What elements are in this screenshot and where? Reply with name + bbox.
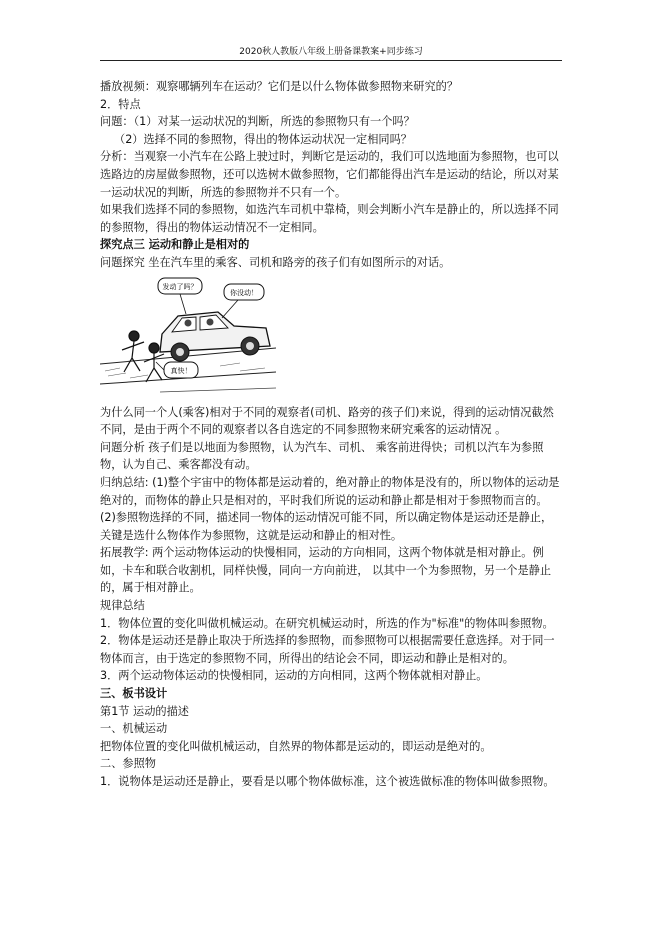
paragraph: 分析：当观察一小汽车在公路上驶过时，判断它是运动的，我们可以选地面为参照物，也可以选路边的房屋做参照物，还可以选树木做参照物，它们都能得出汽车是运动的结论，所以对某一运动状况的判断，所选的参照物并不只有一个。 <box>100 150 559 199</box>
paragraph: 拓展教学: 两个运动物体运动的快慢相同，运动的方向相同，这两个物体就是相对静止。例如，卡车和联合收割机，同样快慢，同向一方向前进， 以其中一个为参照物，另一个是静止的，属于相对静止。 <box>100 546 552 595</box>
page-header: 2020秋人教版八年级上册备课教案+同步练习 <box>100 44 562 61</box>
paragraph: （2）选择不同的参照物，得出的物体运动状况一定相同吗？ <box>114 132 412 146</box>
paragraph: 播放视频：观察哪辆列车在运动？它们是以什么物体做参照物来研究的？ <box>100 80 459 93</box>
paragraph: 为什么同一个人(乘客)相对于不同的观察者(司机、路旁的孩子们)来说，得到的运动情况截然不同，是由于两个不同的观察者以各自选定的不同参照物来研究乘客的运动情况 。 <box>100 405 554 437</box>
car-drawing <box>100 276 276 396</box>
paragraph: 问题分析 孩子们是以地面为参照物，认为汽车、司机、 乘客前进得快；司机以汽车为参照物，认为自己、乘客都没有动。 <box>100 440 544 472</box>
bubble-bottom-text: 真快！ <box>170 366 192 375</box>
paragraph: 问题探究 坐在汽车里的乘客、司机和路旁的孩子们有如图所示的对话。 <box>100 255 451 269</box>
paragraph: 1．说物体是运动还是静止，要看是以哪个物体做标准，这个被选做标准的物体叫做参照物。 <box>100 775 555 788</box>
paragraph: 如果我们选择不同的参照物，如选汽车司机中靠椅，则会判断小汽车是静止的，所以选择不同的参照物，得出的物体运动情况不一定相同。 <box>100 203 559 234</box>
section-heading: 三、板书设计 <box>100 687 168 701</box>
paragraph: 1．物体位置的变化叫做机械运动。在研究机械运动时，所选的作为"标准"的物体叫参照物。 <box>100 616 554 630</box>
paragraph: 2．物体是运动还是静止取决于所选择的参照物，而参照物可以根据需要任意选择。对于同一物体而言，由于选定的参照物不同，所得出的结论会不同，即运动和静止是相对的。 <box>100 634 555 665</box>
paragraph: 问题：（1）对某一运动状况的判断，所选的参照物只有一个吗？ <box>100 115 415 129</box>
paragraph: 二、参照物 <box>100 757 156 771</box>
paragraph: 3．两个运动物体运动的快慢相同，运动的方向相同，这两个物体就相对静止。 <box>100 669 488 683</box>
section-label: 2．特点 <box>100 97 141 111</box>
paragraph: 第1节 运动的描述 <box>100 704 189 718</box>
paragraph: (2)参照物选择的不同，描述同一物体的运动情况可能不同，所以确定物体是运动还是静止，关键是选什么物体作为参照物，这就是运动和静止的相对性。 <box>100 511 553 542</box>
car-illustration <box>100 276 276 396</box>
bubble-left-text: 发动了吗？ <box>162 282 198 291</box>
paragraph: 把物体位置的变化叫做机械运动，自然界的物体都是运动的，即运动是绝对的。 <box>100 739 492 753</box>
paragraph: 一、机械运动 <box>100 722 168 736</box>
paragraph: 归纳总结: (1)整个宇宙中的物体都是运动着的，绝对静止的物体是没有的，所以物体的运动是绝对的，而物体的静止只是相对的，平时我们所说的运动和静止都是相对于参照物而言的。 <box>100 475 560 507</box>
section-heading: 探究点三 运动和静止是相对的 <box>100 238 250 252</box>
section-label: 规律总结 <box>100 599 145 613</box>
bubble-right-text: 你没动！ <box>230 288 258 297</box>
document-body <box>100 78 562 791</box>
